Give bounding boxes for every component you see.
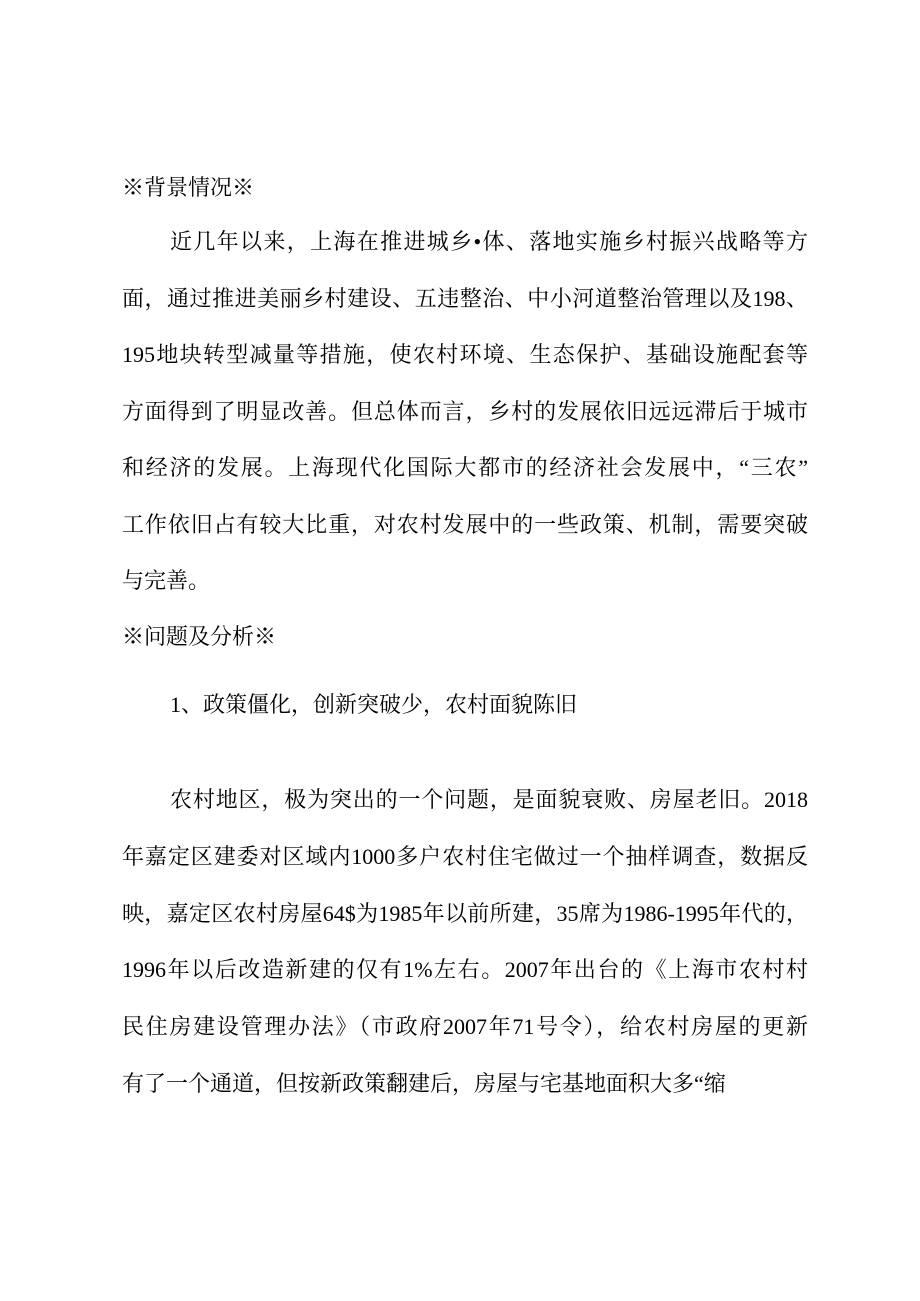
paragraph-line: 农村地区，极为突出的一个问题，是面貌衰败、房屋老旧。2018: [170, 787, 808, 812]
paragraph-line: 1996年以后改造新建的仅有1%左右。2007年出台的《上海市农村村: [122, 957, 808, 983]
paragraph-line: 方面得到了明显改善。但总体而言，乡村的发展依旧远远滞后于城市: [122, 398, 808, 424]
paragraph-line: 有了一个通道，但按新政策翻建后，房屋与宅基地面积大多“缩: [122, 1070, 726, 1096]
paragraph-line: 195地块转型减量等措施，使农村环境、生态保护、基础设施配套等: [122, 342, 808, 367]
paragraph-line: 映，嘉定区农村房屋64$为1985年以前所建，35席为1986-1995年代的，: [122, 900, 808, 926]
background-paragraph: [122, 214, 808, 610]
section-heading-analysis: ※问题及分析※: [122, 624, 277, 649]
paragraph-line: 近几年以来，上海在推进城乡•体、落地实施乡村振兴战略等方: [170, 229, 808, 254]
paragraph-line: 年嘉定区建委对区域内1000多户农村住宅做过一个抽样调查，数据反: [122, 843, 808, 869]
paragraph-line: 民住房建设管理办法》（市政府2007年71号令），给农村房屋的更新: [122, 1014, 808, 1040]
item-1-title: 1、政策僵化，创新突破少，农村面貌陈旧: [170, 692, 578, 717]
section-heading-background: ※背景情况※: [122, 175, 255, 200]
paragraph-line: 面，通过推进美丽乡村建设、五违整治、中小河道整治管理以及198、: [122, 285, 808, 311]
paragraph-line: 与完善。: [122, 568, 211, 593]
paragraph-line: 和经济的发展。上海现代化国际大都市的经济社会发展中，“三农”: [122, 455, 808, 480]
item-1-paragraph: [122, 772, 808, 1113]
paragraph-line: 工作依旧占有较大比重，对农村发展中的一些政策、机制，需要突破: [122, 511, 808, 537]
